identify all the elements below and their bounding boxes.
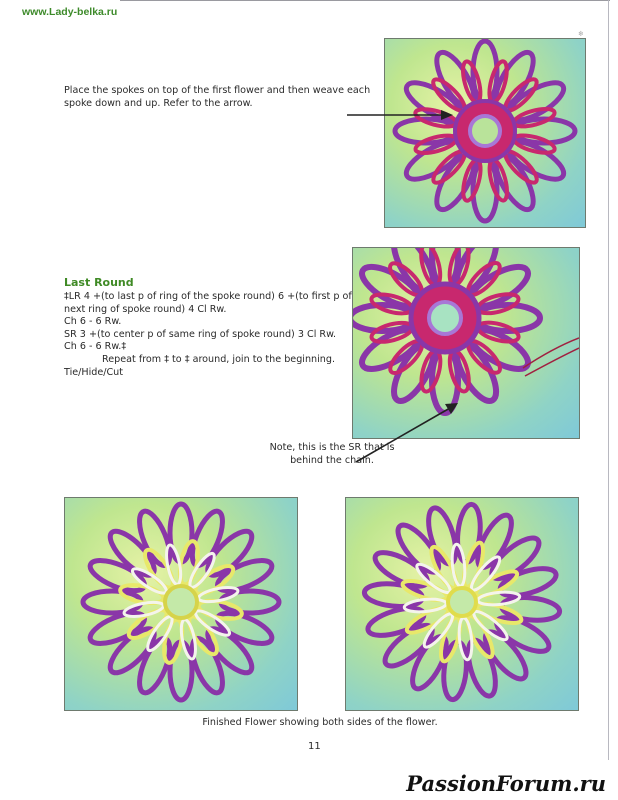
note-line-1: Note, this is the SR that is <box>269 442 395 453</box>
petal-loop <box>497 563 559 601</box>
instruction-line: SR 3 +(to center p of same ring of spoke round) 3 Cl Rw. <box>64 328 337 340</box>
petal-loop <box>198 585 240 605</box>
finished-caption: Finished Flower showing both sides of the flower. <box>202 717 438 728</box>
finished-flower-front-illustration <box>65 498 297 710</box>
instruction-line: Ch 6 - 6 Rw. <box>64 316 122 328</box>
instruction-line: Tie/Hide/Cut <box>64 366 124 378</box>
instruction-line-1: Place the spokes on top of the first flower and then weave each <box>64 85 371 96</box>
finished-flower-back-illustration <box>346 498 578 710</box>
instruction-text <box>64 85 384 110</box>
petal-loop <box>179 619 199 661</box>
arrow-to-sr <box>352 398 462 468</box>
photo-finished-front <box>64 497 298 711</box>
petal-loop <box>164 544 184 586</box>
photo-corner-mark: ❄ <box>578 30 584 38</box>
petal-loop <box>123 600 165 620</box>
site-url: www.Lady-belka.ru <box>22 6 118 18</box>
instruction-line: Repeat from ‡ to ‡ around, join to the beginning. <box>102 353 335 365</box>
petal-loop <box>83 591 141 613</box>
instruction-line: Ch 6 - 6 Rw.‡ <box>64 341 127 353</box>
photo-finished-back <box>345 497 579 711</box>
last-round-instructions <box>64 291 364 379</box>
instruction-line-2: spoke down and up. Refer to the arrow. <box>64 97 253 109</box>
instruction-line: next ring of spoke round) 4 Cl Rw. <box>64 303 227 315</box>
petal-loop <box>170 642 192 700</box>
page-number: 11 <box>308 741 321 752</box>
arrow-to-spoke <box>345 108 455 122</box>
right-rule <box>608 0 609 760</box>
petal-loop <box>221 591 279 613</box>
petal-loop <box>170 504 192 562</box>
last-round-heading: Last Round <box>64 276 134 289</box>
instruction-line: ‡LR 4 +(to last p of ring of the spoke round) 6 +(to first p of <box>64 291 352 302</box>
top-rule <box>120 0 610 1</box>
note-line-2: behind the chain. <box>290 454 374 466</box>
watermark: PassionForum.ru <box>406 771 606 796</box>
flower-weave-illustration <box>385 39 585 227</box>
photo-weaving-spokes <box>384 38 586 228</box>
